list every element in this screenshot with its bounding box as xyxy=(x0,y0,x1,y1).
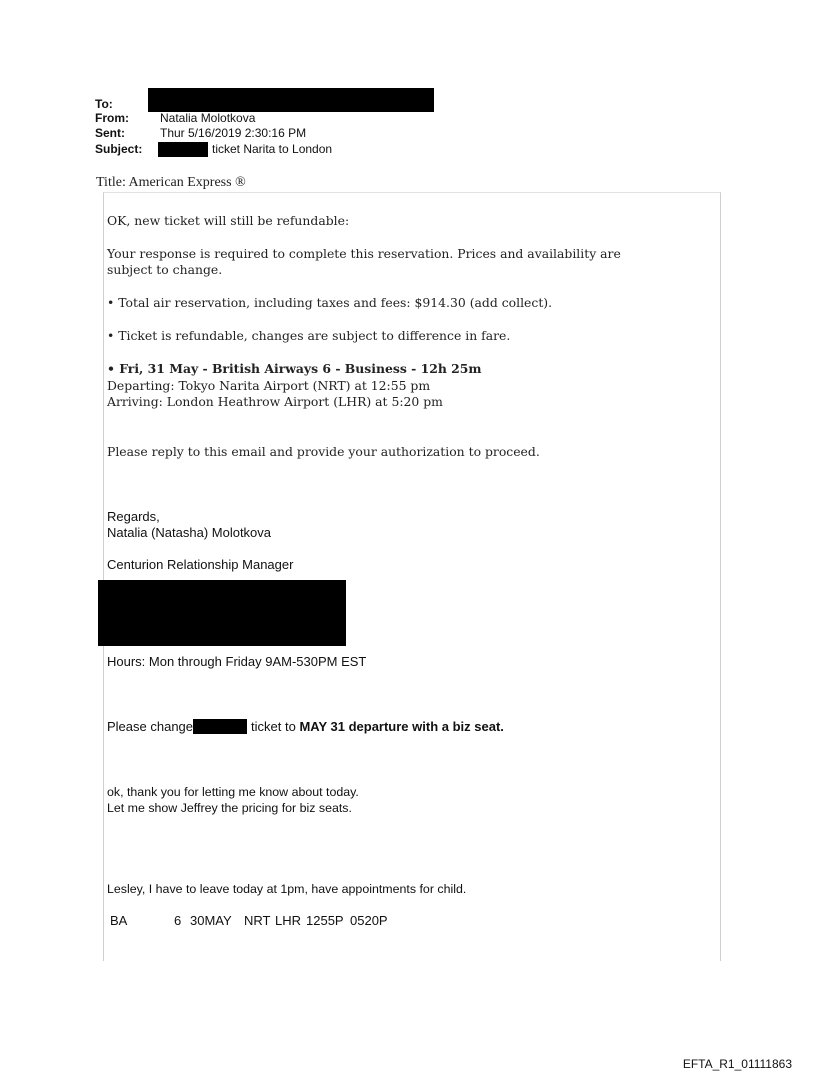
response-line-1: Your response is required to complete this reservation. Prices and availability are xyxy=(107,246,621,261)
intro-text: OK, new ticket will still be refundable: xyxy=(107,213,350,228)
sent-label: Sent: xyxy=(95,126,125,140)
change-mid: ticket to xyxy=(251,719,296,734)
refundable-bullet: • Ticket is refundable, changes are subject to difference in fare. xyxy=(107,328,511,343)
subject-label: Subject: xyxy=(95,142,143,156)
title-line: Title: American Express ® xyxy=(96,175,246,190)
to-redaction xyxy=(148,88,434,112)
from-label: From: xyxy=(95,111,129,125)
from-value: Natalia Molotkova xyxy=(160,111,256,125)
booking-arr: 0520P xyxy=(350,913,388,928)
booking-dep: 1255P xyxy=(306,913,344,928)
flight-heading: • Fri, 31 May - British Airways 6 - Business - 12h 25m xyxy=(107,361,482,376)
to-label: To: xyxy=(95,97,113,111)
booking-to: LHR xyxy=(275,913,302,928)
reply-1-line-1: ok, thank you for letting me know about today. xyxy=(107,785,359,799)
booking-from: NRT xyxy=(244,913,271,928)
booking-flight: 6 xyxy=(174,913,182,928)
change-bold: MAY 31 departure with a biz seat. xyxy=(299,719,504,734)
reply-2: Lesley, I have to leave today at 1pm, have appointments for child. xyxy=(107,882,467,896)
signature-name: Natalia (Natasha) Molotkova xyxy=(107,525,272,540)
change-request xyxy=(107,719,504,735)
reply-1-line-2: Let me show Jeffrey the pricing for biz seats. xyxy=(107,801,352,815)
email-header xyxy=(95,97,495,157)
departing-line: Departing: Tokyo Narita Airport (NRT) at 12:55 pm xyxy=(107,378,431,393)
arriving-line: Arriving: London Heathrow Airport (LHR) at 5:20 pm xyxy=(107,394,443,409)
subject-value: ticket Narita to London xyxy=(212,142,333,156)
change-redaction xyxy=(193,719,247,734)
hours-text: Hours: Mon through Friday 9AM-530PM EST xyxy=(107,654,367,669)
change-prefix: Please change xyxy=(107,719,194,734)
response-line-2: subject to change. xyxy=(107,262,223,277)
subject-redaction xyxy=(158,142,208,157)
signature-redaction xyxy=(98,580,346,646)
sent-value: Thur 5/16/2019 2:30:16 PM xyxy=(160,126,307,140)
reply-request: Please reply to this email and provide your authorization to proceed. xyxy=(107,444,540,459)
document-id: EFTA_R1_01111863 xyxy=(682,1057,792,1071)
booking-date: 30MAY xyxy=(190,913,232,928)
signature-role: Centurion Relationship Manager xyxy=(107,557,294,572)
booking-airline: BA xyxy=(110,913,128,928)
regards-text: Regards, xyxy=(107,509,160,524)
total-bullet: • Total air reservation, including taxes and fees: $914.30 (add collect). xyxy=(107,295,553,310)
